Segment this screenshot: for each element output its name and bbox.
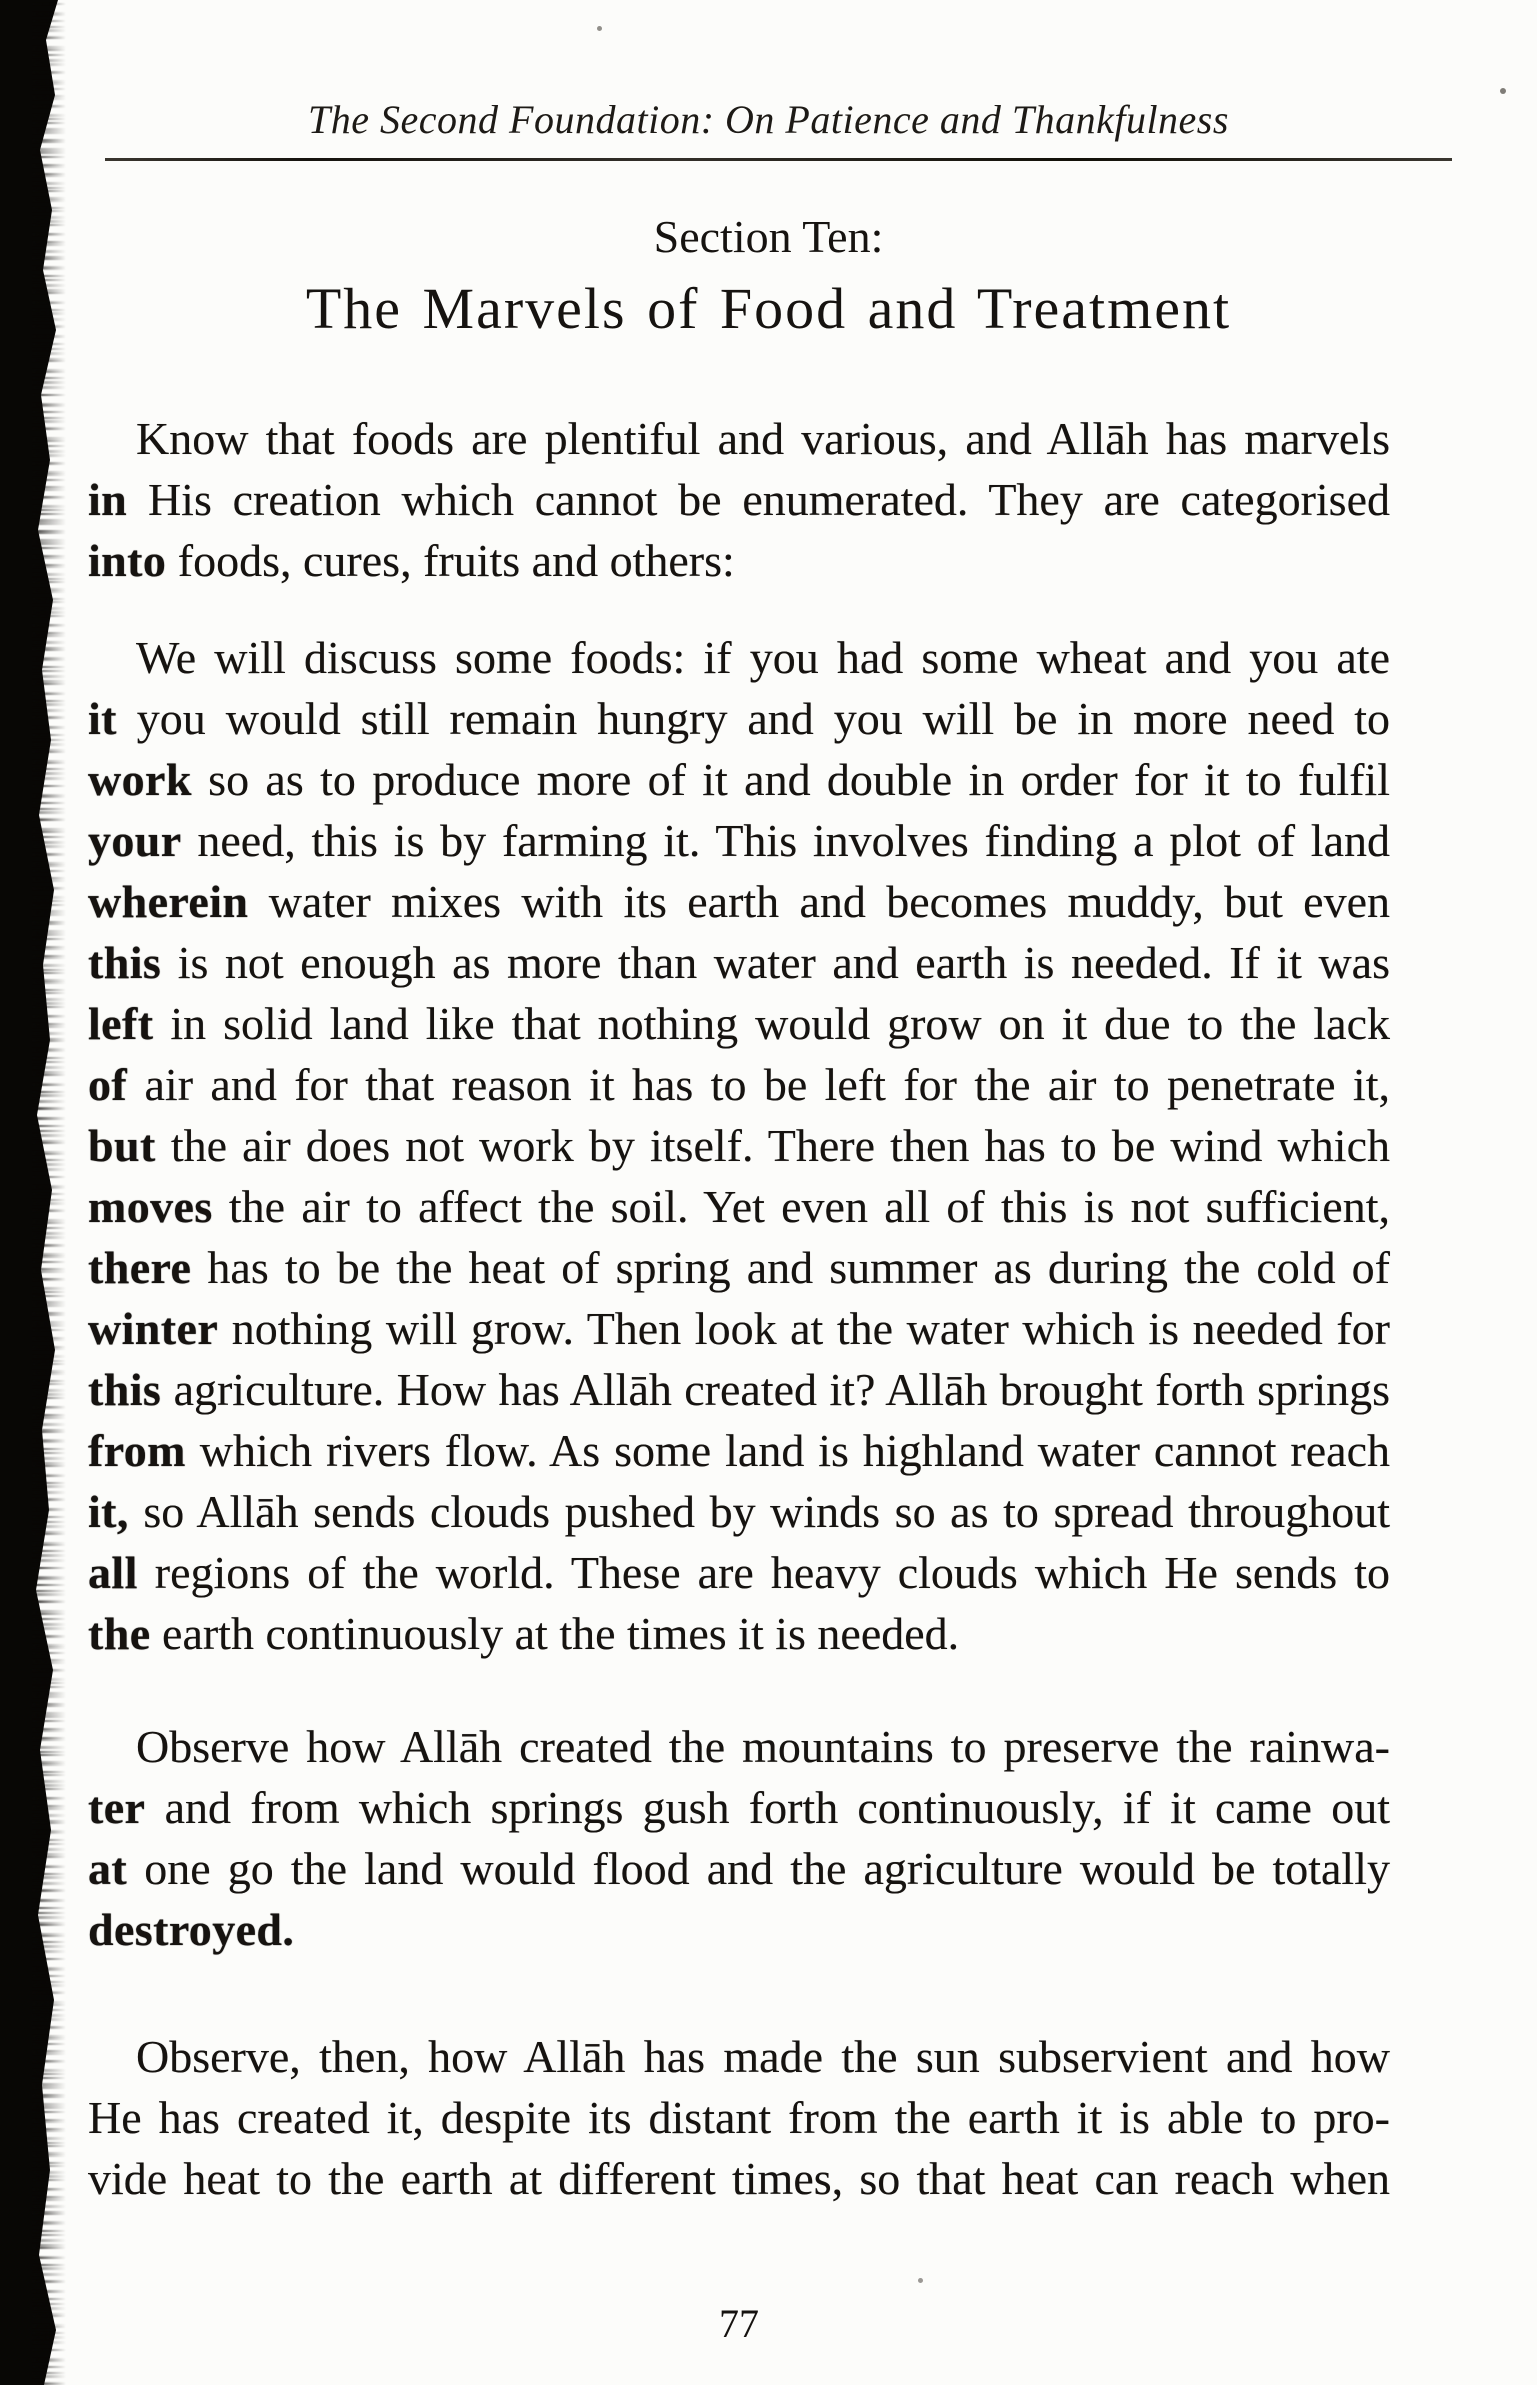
- heavy-ink-word: ter: [88, 1782, 146, 1833]
- heavy-ink-word: wherein: [88, 876, 249, 927]
- scan-gutter-noise: [32, 0, 66, 2385]
- text-line: your need, this is by farming it. This involves finding a plot of land: [88, 815, 1390, 866]
- heavy-ink-word: this: [88, 1364, 162, 1415]
- scan-speck: [918, 2278, 923, 2283]
- heavy-ink-word: but: [88, 1120, 156, 1171]
- paragraph: [88, 627, 1390, 1664]
- scan-speck: [597, 26, 602, 31]
- heavy-ink-word: your: [88, 815, 182, 866]
- text-line: but the air does not work by itself. There then has to be wind which: [88, 1120, 1390, 1171]
- text-line: in His creation which cannot be enumerated. They are categorised: [88, 474, 1390, 525]
- section-label: Section Ten:: [653, 211, 884, 262]
- text-line: [88, 1899, 1390, 1960]
- text-line: left in solid land like that nothing would grow on it due to the lack: [88, 998, 1390, 1049]
- paragraph: [88, 1716, 1390, 1960]
- chapter-title: The Marvels of Food and Treatment: [305, 276, 1232, 341]
- text-line: from which rivers flow. As some land is highland water cannot reach: [88, 1425, 1390, 1476]
- running-header: The Second Foundation: On Patience and Thankfulness: [308, 97, 1229, 142]
- page-number: 77: [719, 2301, 759, 2346]
- heavy-ink-word: left: [88, 998, 154, 1049]
- heavy-ink-word: there: [88, 1242, 192, 1293]
- text-line: wherein water mixes with its earth and becomes muddy, but even: [88, 876, 1390, 927]
- text-line: it, so Allāh sends clouds pushed by winds so as to spread throughout: [88, 1486, 1390, 1537]
- text-line: moves the air to affect the soil. Yet even all of this is not sufficient,: [88, 1181, 1390, 1232]
- scan-gutter-artifact: [0, 0, 70, 2385]
- heavy-ink-word: it: [88, 693, 117, 744]
- heavy-ink-word: work: [88, 754, 192, 805]
- text-line: at one go the land would flood and the agriculture would be totally: [88, 1843, 1390, 1894]
- text-line: all regions of the world. These are heavy clouds which He sends to: [88, 1547, 1390, 1598]
- heavy-ink-word: this: [88, 937, 162, 988]
- heavy-ink-word: into: [88, 535, 167, 586]
- text-line: He has created it, despite its distant from the earth it is able to pro-: [88, 2092, 1390, 2143]
- paragraph: [88, 2026, 1390, 2209]
- text-line: into foods, cures, fruits and others:: [88, 535, 735, 586]
- text-line: of air and for that reason it has to be left for the air to penetrate it,: [88, 1059, 1390, 1110]
- text-line: there has to be the heat of spring and summer as during the cold of: [88, 1242, 1390, 1293]
- heavy-ink-word: the: [88, 1608, 151, 1659]
- text-line: We will discuss some foods: if you had some wheat and you ate: [136, 632, 1390, 683]
- heavy-ink-word: all: [88, 1547, 138, 1598]
- heavy-ink-word: it,: [88, 1486, 129, 1537]
- heavy-ink-word: moves: [88, 1181, 213, 1232]
- text-line: vide heat to the earth at different times, so that heat can reach when: [88, 2153, 1390, 2204]
- body-text: [88, 408, 1390, 2209]
- scan-gutter-band: [0, 0, 70, 2385]
- header-rule: [105, 158, 1452, 161]
- text-line: Observe how Allāh created the mountains to preserve the rainwa-: [136, 1721, 1390, 1772]
- paragraph: [88, 408, 1390, 591]
- scan-speck: [1500, 88, 1506, 94]
- text-line: the earth continuously at the times it is needed.: [88, 1608, 960, 1659]
- text-line: it you would still remain hungry and you will be in more need to: [88, 693, 1390, 744]
- heavy-ink-word: from: [88, 1425, 186, 1476]
- text-line: Observe, then, how Allāh has made the sun subservient and how: [136, 2031, 1390, 2082]
- heavy-ink-word: in: [88, 474, 128, 525]
- heavy-ink-word: winter: [88, 1303, 219, 1354]
- text-line: Know that foods are plentiful and various, and Allāh has marvels: [136, 413, 1390, 464]
- heavy-ink-word: destroyed.: [88, 1904, 295, 1955]
- text-line: this agriculture. How has Allāh created it? Allāh brought forth springs: [88, 1364, 1390, 1415]
- heavy-ink-word: at: [88, 1843, 128, 1894]
- heavy-ink-word: of: [88, 1059, 128, 1110]
- text-line: ter and from which springs gush forth continuously, if it came out: [88, 1782, 1390, 1833]
- text-line: winter nothing will grow. Then look at the water which is needed for: [88, 1303, 1390, 1354]
- text-line: work so as to produce more of it and double in order for it to fulfil: [88, 754, 1390, 805]
- text-line: this is not enough as more than water and earth is needed. If it was: [88, 937, 1390, 988]
